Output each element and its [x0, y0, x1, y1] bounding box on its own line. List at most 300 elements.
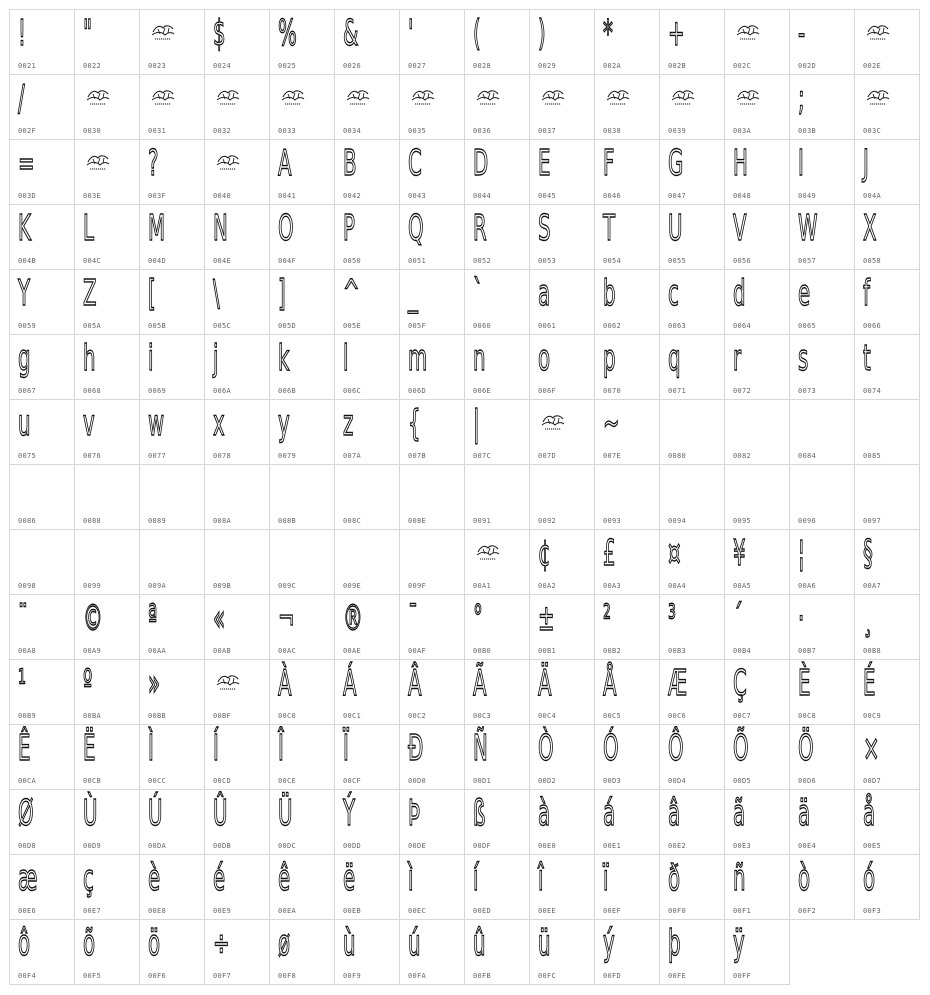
glyph-code-label: 00D4: [668, 777, 687, 785]
glyph-code-label: 00B2: [603, 647, 622, 655]
glyph-code-label: 006E: [473, 387, 492, 395]
glyph-code-label: 0040: [213, 192, 232, 200]
glyph-cell-0062: [594, 269, 660, 335]
glyph-char: C: [408, 143, 422, 184]
glyph-cell-00A9: [74, 594, 140, 660]
glyph-char: à: [538, 793, 551, 834]
glyph-char: ç: [83, 858, 94, 899]
glyph-code-label: 0039: [668, 127, 687, 135]
glyph-cell-0056: [724, 204, 790, 270]
glyph-code-label: 00CB: [83, 777, 102, 785]
glyph-char: q: [668, 338, 681, 379]
glyph-code-label: 00AA: [148, 647, 167, 655]
missing-glyph-icon: [540, 413, 566, 433]
glyph-code-label: 00DE: [408, 842, 427, 850]
glyph-char: °: [473, 598, 483, 639]
glyph-char: Ç: [733, 663, 747, 704]
glyph-code-label: 00F5: [83, 972, 102, 980]
glyph-cell-0058: [854, 204, 920, 270]
glyph-code-label: 00AC: [278, 647, 297, 655]
glyph-cell-0085: [854, 399, 920, 465]
glyph-char: ü: [538, 923, 551, 964]
glyph-code-label: 00C5: [603, 712, 622, 720]
glyph-code-label: 0052: [473, 257, 492, 265]
glyph-cell-0032: [204, 74, 270, 140]
glyph-cell-0021: [9, 9, 75, 75]
glyph-code-label: 00D9: [83, 842, 102, 850]
glyph-char: F: [603, 143, 615, 184]
glyph-char: æ: [18, 858, 38, 899]
glyph-char: L: [83, 208, 95, 249]
glyph-char: _: [408, 273, 418, 314]
glyph-char: Ò: [538, 728, 554, 769]
glyph-char: þ: [668, 923, 681, 964]
glyph-code-label: 0096: [798, 517, 817, 525]
missing-glyph-icon: [735, 23, 761, 43]
glyph-char: ²: [603, 598, 611, 639]
glyph-cell-0071: [659, 334, 725, 400]
missing-glyph-icon: [345, 88, 371, 108]
glyph-cell-0051: [399, 204, 465, 270]
glyph-code-label: 005B: [148, 322, 167, 330]
glyph-cell-0067: [9, 334, 75, 400]
glyph-char: À: [278, 663, 292, 704]
glyph-cell-004B: [9, 204, 75, 270]
glyph-code-label: 0042: [343, 192, 362, 200]
glyph-code-label: 00A6: [798, 582, 817, 590]
glyph-code-label: 0093: [603, 517, 622, 525]
glyph-code-label: 004E: [213, 257, 232, 265]
glyph-code-label: 00C8: [798, 712, 817, 720]
glyph-code-label: 0069: [148, 387, 167, 395]
glyph-code-label: 002E: [863, 62, 882, 70]
glyph-cell-009B: [204, 529, 270, 595]
glyph-char: Ä: [538, 663, 552, 704]
glyph-char: c: [668, 273, 679, 314]
glyph-code-label: 00A8: [18, 647, 37, 655]
glyph-code-label: 0064: [733, 322, 752, 330]
glyph-cell-00A4: [659, 529, 725, 595]
glyph-cell-003A: [724, 74, 790, 140]
glyph-char: Ö: [798, 728, 814, 769]
glyph-char: g: [18, 338, 31, 379]
glyph-char: Û: [213, 793, 228, 834]
glyph-cell-00AC: [269, 594, 335, 660]
glyph-code-label: 00C9: [863, 712, 882, 720]
glyph-cell-006F: [529, 334, 595, 400]
glyph-char: x: [213, 403, 225, 444]
glyph-char: d: [733, 273, 746, 314]
glyph-char: U: [668, 208, 683, 249]
glyph-cell-00A7: [854, 529, 920, 595]
glyph-code-label: 0089: [148, 517, 167, 525]
glyph-char: ¬: [278, 598, 295, 639]
glyph-cell-0061: [529, 269, 595, 335]
glyph-char: =: [18, 143, 35, 184]
glyph-cell-008A: [204, 464, 270, 530]
glyph-cell-0088: [74, 464, 140, 530]
glyph-code-label: 00DF: [473, 842, 492, 850]
glyph-cell-0079: [269, 399, 335, 465]
glyph-code-label: 0030: [83, 127, 102, 135]
glyph-cell-00CD: [204, 724, 270, 790]
glyph-char: Y: [18, 273, 31, 314]
glyph-char: {: [408, 403, 421, 444]
glyph-code-label: 007A: [343, 452, 362, 460]
glyph-char: È: [798, 663, 811, 704]
glyph-code-label: 005F: [408, 322, 427, 330]
glyph-code-label: 0048: [733, 192, 752, 200]
glyph-code-label: 0094: [668, 517, 687, 525]
glyph-code-label: 00D5: [733, 777, 752, 785]
glyph-code-label: 0091: [473, 517, 492, 525]
glyph-cell-00E9: [204, 854, 270, 920]
glyph-cell-00EB: [334, 854, 400, 920]
glyph-code-label: 00F6: [148, 972, 167, 980]
glyph-char: ÷: [213, 923, 230, 964]
glyph-code-label: 0080: [668, 452, 687, 460]
glyph-code-label: 0028: [473, 62, 492, 70]
glyph-char: Ü: [278, 793, 293, 834]
glyph-code-label: 00D6: [798, 777, 817, 785]
glyph-cell-0075: [9, 399, 75, 465]
glyph-char: M: [148, 208, 166, 249]
glyph-cell-0077: [139, 399, 205, 465]
glyph-code-label: 007B: [408, 452, 427, 460]
glyph-char: ^: [343, 273, 360, 314]
glyph-cell-00B7: [789, 594, 855, 660]
glyph-code-label: 00C1: [343, 712, 362, 720]
glyph-cell-00D0: [399, 724, 465, 790]
glyph-char: Ð: [408, 728, 424, 769]
glyph-char: ¸: [863, 598, 873, 639]
glyph-char: ª: [148, 598, 158, 639]
glyph-cell-0049: [789, 139, 855, 205]
glyph-code-label: 00E6: [18, 907, 37, 915]
glyph-code-label: 004C: [83, 257, 102, 265]
glyph-code-label: 009A: [148, 582, 167, 590]
glyph-code-label: 00AE: [343, 647, 362, 655]
glyph-cell-00C2: [399, 659, 465, 725]
glyph-char: Ø: [18, 793, 34, 834]
glyph-cell-005A: [74, 269, 140, 335]
glyph-cell-003C: [854, 74, 920, 140]
glyph-code-label: 00FE: [668, 972, 687, 980]
glyph-code-label: 0033: [278, 127, 297, 135]
glyph-char: ð: [668, 858, 681, 899]
glyph-char: p: [603, 338, 616, 379]
glyph-code-label: 00F0: [668, 907, 687, 915]
glyph-code-label: 00D7: [863, 777, 882, 785]
glyph-code-label: 008A: [213, 517, 232, 525]
glyph-cell-00DF: [464, 789, 530, 855]
glyph-code-label: 00C3: [473, 712, 492, 720]
glyph-cell-0043: [399, 139, 465, 205]
glyph-cell-0024: [204, 9, 270, 75]
glyph-code-label: 002C: [733, 62, 752, 70]
glyph-cell-006D: [399, 334, 465, 400]
glyph-char: «: [213, 598, 226, 639]
glyph-code-label: 00D2: [538, 777, 557, 785]
glyph-char: â: [668, 793, 681, 834]
glyph-cell-00E2: [659, 789, 725, 855]
glyph-code-label: 00D1: [473, 777, 492, 785]
glyph-code-label: 0067: [18, 387, 37, 395]
glyph-cell-0065: [789, 269, 855, 335]
glyph-char: y: [278, 403, 290, 444]
glyph-cell-00EE: [529, 854, 595, 920]
glyph-cell-00F8: [269, 919, 335, 985]
glyph-code-label: 0036: [473, 127, 492, 135]
glyph-code-label: 002A: [603, 62, 622, 70]
glyph-code-label: 005A: [83, 322, 102, 330]
glyph-char: ì: [408, 858, 414, 899]
glyph-code-label: 0073: [798, 387, 817, 395]
glyph-cell-004F: [269, 204, 335, 270]
glyph-code-label: 0060: [473, 322, 492, 330]
glyph-char: Ñ: [473, 728, 488, 769]
glyph-char: ¨: [18, 598, 28, 639]
glyph-code-label: 00CE: [278, 777, 297, 785]
glyph-cell-00E8: [139, 854, 205, 920]
glyph-cell-00CE: [269, 724, 335, 790]
glyph-cell-007E: [594, 399, 660, 465]
glyph-char: [: [148, 273, 156, 314]
glyph-cell-003B: [789, 74, 855, 140]
glyph-code-label: 006A: [213, 387, 232, 395]
glyph-cell-00D1: [464, 724, 530, 790]
glyph-code-label: 0057: [798, 257, 817, 265]
glyph-cell-0084: [789, 399, 855, 465]
glyph-cell-006C: [334, 334, 400, 400]
glyph-cell-00C1: [334, 659, 400, 725]
glyph-code-label: 0053: [538, 257, 557, 265]
glyph-char: |: [473, 403, 480, 444]
glyph-code-label: 00E4: [798, 842, 817, 850]
glyph-char: Ï: [343, 728, 349, 769]
glyph-cell-004D: [139, 204, 205, 270]
glyph-code-label: 00F1: [733, 907, 752, 915]
glyph-cell-00CF: [334, 724, 400, 790]
glyph-code-label: 00E5: [863, 842, 882, 850]
glyph-char: ¯: [408, 598, 418, 639]
glyph-cell-0034: [334, 74, 400, 140]
glyph-char: +: [668, 13, 685, 54]
glyph-cell-00B1: [529, 594, 595, 660]
glyph-cell-0068: [74, 334, 140, 400]
glyph-code-label: 0049: [798, 192, 817, 200]
glyph-cell-0093: [594, 464, 660, 530]
glyph-cell-00F2: [789, 854, 855, 920]
glyph-code-label: 005E: [343, 322, 362, 330]
glyph-cell-003D: [9, 139, 75, 205]
missing-glyph-icon: [280, 88, 306, 108]
glyph-code-label: 004D: [148, 257, 167, 265]
glyph-cell-007D: [529, 399, 595, 465]
glyph-char: ö: [148, 923, 161, 964]
glyph-code-label: 009B: [213, 582, 232, 590]
glyph-code-label: 00E8: [148, 907, 167, 915]
glyph-cell-00F3: [854, 854, 920, 920]
glyph-code-label: 006F: [538, 387, 557, 395]
glyph-cell-002F: [9, 74, 75, 140]
glyph-char: í: [473, 858, 479, 899]
glyph-cell-0050: [334, 204, 400, 270]
glyph-char: B: [343, 143, 357, 184]
glyph-code-label: 0092: [538, 517, 557, 525]
glyph-cell-008E: [399, 464, 465, 530]
glyph-char: É: [863, 663, 876, 704]
glyph-code-label: 00D3: [603, 777, 622, 785]
missing-glyph-icon: [475, 88, 501, 108]
glyph-cell-00D5: [724, 724, 790, 790]
glyph-cell-00AB: [204, 594, 270, 660]
glyph-code-label: 00EB: [343, 907, 362, 915]
glyph-cell-00B0: [464, 594, 530, 660]
glyph-cell-004A: [854, 139, 920, 205]
glyph-char: m: [408, 338, 428, 379]
glyph-char: ß: [473, 793, 486, 834]
glyph-char: Æ: [668, 663, 688, 704]
glyph-code-label: 00E3: [733, 842, 752, 850]
glyph-code-label: 00A1: [473, 582, 492, 590]
glyph-code-label: 00A4: [668, 582, 687, 590]
glyph-cell-00C3: [464, 659, 530, 725]
glyph-cell-00E6: [9, 854, 75, 920]
glyph-code-label: 007D: [538, 452, 557, 460]
glyph-cell-00DE: [399, 789, 465, 855]
glyph-code-label: 008E: [408, 517, 427, 525]
glyph-cell-0099: [74, 529, 140, 595]
glyph-char: å: [863, 793, 876, 834]
glyph-cell-0036: [464, 74, 530, 140]
glyph-char: W: [798, 208, 818, 249]
missing-glyph-icon: [85, 88, 111, 108]
glyph-cell-0070: [594, 334, 660, 400]
glyph-cell-0023: [139, 9, 205, 75]
glyph-code-label: 00B7: [798, 647, 817, 655]
glyph-code-label: 00C7: [733, 712, 752, 720]
glyph-code-label: 0032: [213, 127, 232, 135]
glyph-cell-00D2: [529, 724, 595, 790]
glyph-cell-0094: [659, 464, 725, 530]
missing-glyph-icon: [605, 88, 631, 108]
glyph-cell-0053: [529, 204, 595, 270]
glyph-code-label: 0085: [863, 452, 882, 460]
glyph-cell-0057: [789, 204, 855, 270]
glyph-code-label: 003F: [148, 192, 167, 200]
glyph-cell-00D7: [854, 724, 920, 790]
glyph-char: h: [83, 338, 96, 379]
glyph-code-label: 009F: [408, 582, 427, 590]
glyph-cell-0033: [269, 74, 335, 140]
glyph-cell-00F6: [139, 919, 205, 985]
glyph-cell-0072: [724, 334, 790, 400]
glyph-code-label: 00FD: [603, 972, 622, 980]
glyph-cell-00A8: [9, 594, 75, 660]
glyph-code-label: 0079: [278, 452, 297, 460]
glyph-cell-00D8: [9, 789, 75, 855]
glyph-cell-0037: [529, 74, 595, 140]
glyph-char: A: [278, 143, 292, 184]
glyph-code-label: 0070: [603, 387, 622, 395]
glyph-cell-00C6: [659, 659, 725, 725]
glyph-code-label: 002B: [668, 62, 687, 70]
glyph-cell-00EA: [269, 854, 335, 920]
glyph-cell-00E5: [854, 789, 920, 855]
glyph-code-label: 0055: [668, 257, 687, 265]
glyph-char: ý: [603, 923, 615, 964]
glyph-code-label: 0084: [798, 452, 817, 460]
glyph-char: O: [278, 208, 294, 249]
glyph-char: Q: [408, 208, 424, 249]
glyph-code-label: 00AF: [408, 647, 427, 655]
glyph-cell-002C: [724, 9, 790, 75]
glyph-cell-0028: [464, 9, 530, 75]
glyph-code-label: 0029: [538, 62, 557, 70]
glyph-cell-00FA: [399, 919, 465, 985]
glyph-char: Î: [278, 728, 284, 769]
glyph-char: a: [538, 273, 551, 314]
glyph-code-label: 0088: [83, 517, 102, 525]
glyph-char: Ã: [473, 663, 487, 704]
glyph-code-label: 003B: [798, 127, 817, 135]
glyph-cell-00F9: [334, 919, 400, 985]
glyph-code-label: 00B9: [18, 712, 37, 720]
glyph-code-label: 008C: [343, 517, 362, 525]
glyph-cell-0038: [594, 74, 660, 140]
glyph-cell-002D: [789, 9, 855, 75]
glyph-cell-007C: [464, 399, 530, 465]
glyph-code-label: 00C4: [538, 712, 557, 720]
glyph-code-label: 00B0: [473, 647, 492, 655]
glyph-code-label: 00EF: [603, 907, 622, 915]
glyph-char: Õ: [733, 728, 749, 769]
missing-glyph-icon: [865, 23, 891, 43]
glyph-cell-00DD: [334, 789, 400, 855]
glyph-char: ®: [343, 598, 363, 639]
glyph-code-label: 0063: [668, 322, 687, 330]
glyph-cell-0059: [9, 269, 75, 335]
glyph-code-label: 00B8: [863, 647, 882, 655]
glyph-code-label: 0072: [733, 387, 752, 395]
glyph-cell-0064: [724, 269, 790, 335]
glyph-char: ³: [668, 598, 676, 639]
glyph-char: X: [863, 208, 877, 249]
glyph-code-label: 00E9: [213, 907, 232, 915]
glyph-char: á: [603, 793, 616, 834]
glyph-char: ô: [18, 923, 31, 964]
glyph-code-label: 0038: [603, 127, 622, 135]
glyph-code-label: 00DC: [278, 842, 297, 850]
glyph-char: Ó: [603, 728, 619, 769]
glyph-cell-00AF: [399, 594, 465, 660]
glyph-cell-00F4: [9, 919, 75, 985]
glyph-code-label: 0059: [18, 322, 37, 330]
glyph-code-label: 00DA: [148, 842, 167, 850]
glyph-code-label: 0066: [863, 322, 882, 330]
glyph-cell-007A: [334, 399, 400, 465]
missing-glyph-icon: [150, 88, 176, 108]
glyph-char: û: [473, 923, 486, 964]
glyph-char: Z: [83, 273, 97, 314]
glyph-code-label: 00C0: [278, 712, 297, 720]
glyph-cell-00D4: [659, 724, 725, 790]
glyph-cell-0080: [659, 399, 725, 465]
glyph-char: \: [213, 273, 220, 314]
glyph-char: D: [473, 143, 489, 184]
glyph-char: o: [538, 338, 551, 379]
